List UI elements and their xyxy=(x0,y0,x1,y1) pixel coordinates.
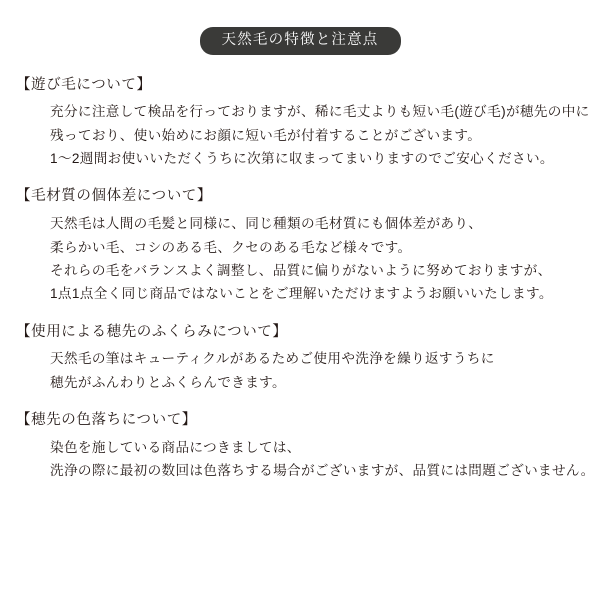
body-line: 天然毛は人間の毛髪と同様に、同じ種類の毛材質にも個体差があり、 xyxy=(50,216,483,232)
body-line: それらの毛をバランスよく調整し、品質に偏りがないように努めておりますが、 xyxy=(50,262,552,278)
section-body xyxy=(14,100,590,170)
page-title-container xyxy=(14,0,586,69)
body-line: 1点1点全く同じ商品ではないことをご理解いただけますようお願いいたします。 xyxy=(50,286,553,302)
section-body xyxy=(14,436,595,483)
body-line: 充分に注意して検品を行っておりますが、稀に毛丈よりも短い毛(遊び毛)が穂先の中に xyxy=(50,104,590,120)
section-heading: 【使用による穂先のふくらみについて】 xyxy=(16,323,288,340)
section-fukurami xyxy=(14,322,586,395)
body-line: 天然毛の筆はキューティクルがあるためご使用や洗浄を繰り返すうちに xyxy=(50,351,495,367)
page-title: 天然毛の特徴と注意点 xyxy=(200,27,401,55)
section-body xyxy=(14,347,586,394)
section-heading: 【毛材質の個体差について】 xyxy=(16,188,213,205)
body-line: 残っており、使い始めにお顔に短い毛が付着することがございます。 xyxy=(50,127,482,143)
section-iroochi xyxy=(14,410,595,483)
body-line: 染色を施している商品につきましては、 xyxy=(50,439,301,455)
section-heading: 【穂先の色落ちについて】 xyxy=(16,412,197,429)
section-body xyxy=(14,212,586,306)
body-line: 柔らかい毛、コシのある毛、クセのある毛など様々です。 xyxy=(50,239,412,255)
body-line: 洗浄の際に最初の数回は色落ちする場合がございますが、品質には問題ございません。 xyxy=(50,463,595,479)
section-kozaishitsu xyxy=(14,186,586,305)
body-line: 穂先がふんわりとふくらんできます。 xyxy=(50,374,286,390)
section-asobige xyxy=(14,75,590,171)
section-heading: 【遊び毛について】 xyxy=(16,76,152,93)
body-line: 1〜2週間お使いいただくうちに次第に収まってまいりますのでご安心ください。 xyxy=(50,151,554,166)
